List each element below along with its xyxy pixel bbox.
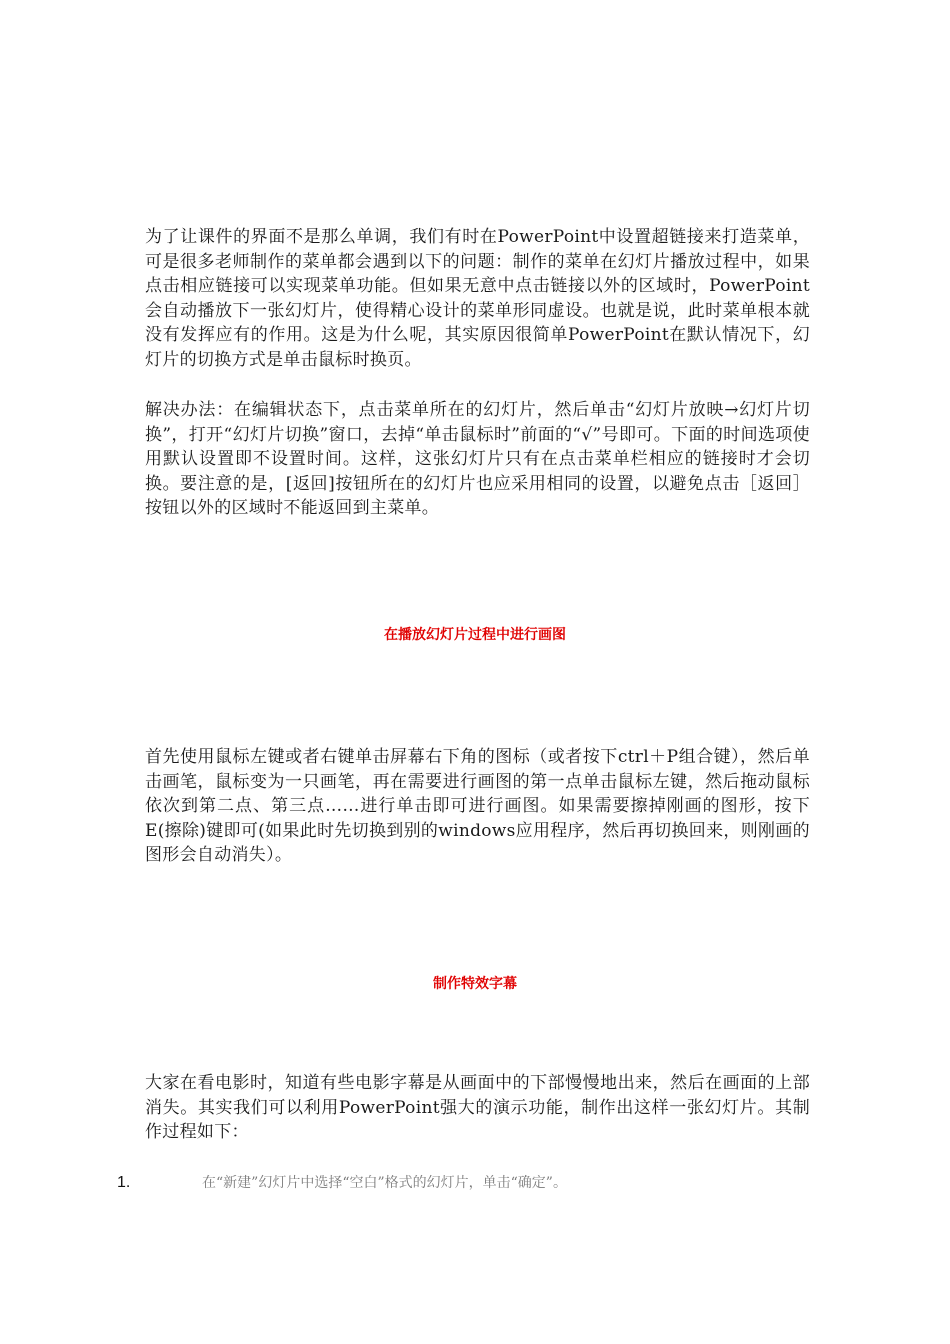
heading-drawing: 在播放幻灯片过程中进行画图 (384, 627, 566, 643)
paragraph-drawing: 首先使用鼠标左键或者右键单击屏幕右下角的图标（或者按下ctrl＋P组合键），然后单击画笔，鼠标变为一只画笔，再在需要进行画图的第一点单击鼠标左键，然后拖动鼠标依次到第二点、第三点……进行单击即可进行画图。如果需要擦掉刚画的图形，按下E(擦除)键即可(如果此时先切换到别的windows应用程序，然后再切换回来，则刚画的图形会自动消失）。 (145, 747, 810, 865)
list-item-text: 在“新建”幻灯片中选择“空白”格式的幻灯片，单击“确定”。 (202, 1175, 567, 1191)
paragraph-intro: 为了让课件的界面不是那么单调，我们有时在PowerPoint中设置超链接来打造菜单，可是很多老师制作的菜单都会遇到以下的问题：制作的菜单在幻灯片播放过程中，如果点击相应链接可以实现菜单功能。但如果无意中点击链接以外的区域时，PowerPoint会自动播放下一张幻灯片，使得精心设计的菜单形同虚设。也就是说，此时菜单根本就没有发挥应有的作用。这是为什么呢，其实原因很简单PowerPoint在默认情况下，幻灯片的切换方式是单击鼠标时换页。 (145, 227, 810, 370)
paragraph-subtitles: 大家在看电影时，知道有些电影字幕是从画面中的下部慢慢地出来，然后在画面的上部消失。其实我们可以利用PowerPoint强大的演示功能，制作出这样一张幻灯片。其制作过程如下： (145, 1073, 810, 1142)
paragraph-solution: 解决办法：在编辑状态下，点击菜单所在的幻灯片，然后单击“幻灯片放映→幻灯片切换”，打开“幻灯片切换”窗口，去掉“单击鼠标时”前面的“√”号即可。下面的时间选项使用默认设置即不设置时间。这样，这张幻灯片只有在点击菜单栏相应的链接时才会切换。要注意的是，[返回]按钮所在的幻灯片也应采用相同的设置，以避免点击［返回］按钮以外的区域时不能返回到主菜单。 (145, 400, 810, 518)
heading-subtitles: 制作特效字幕 (433, 976, 517, 992)
list-item-number: 1. (117, 1174, 131, 1191)
